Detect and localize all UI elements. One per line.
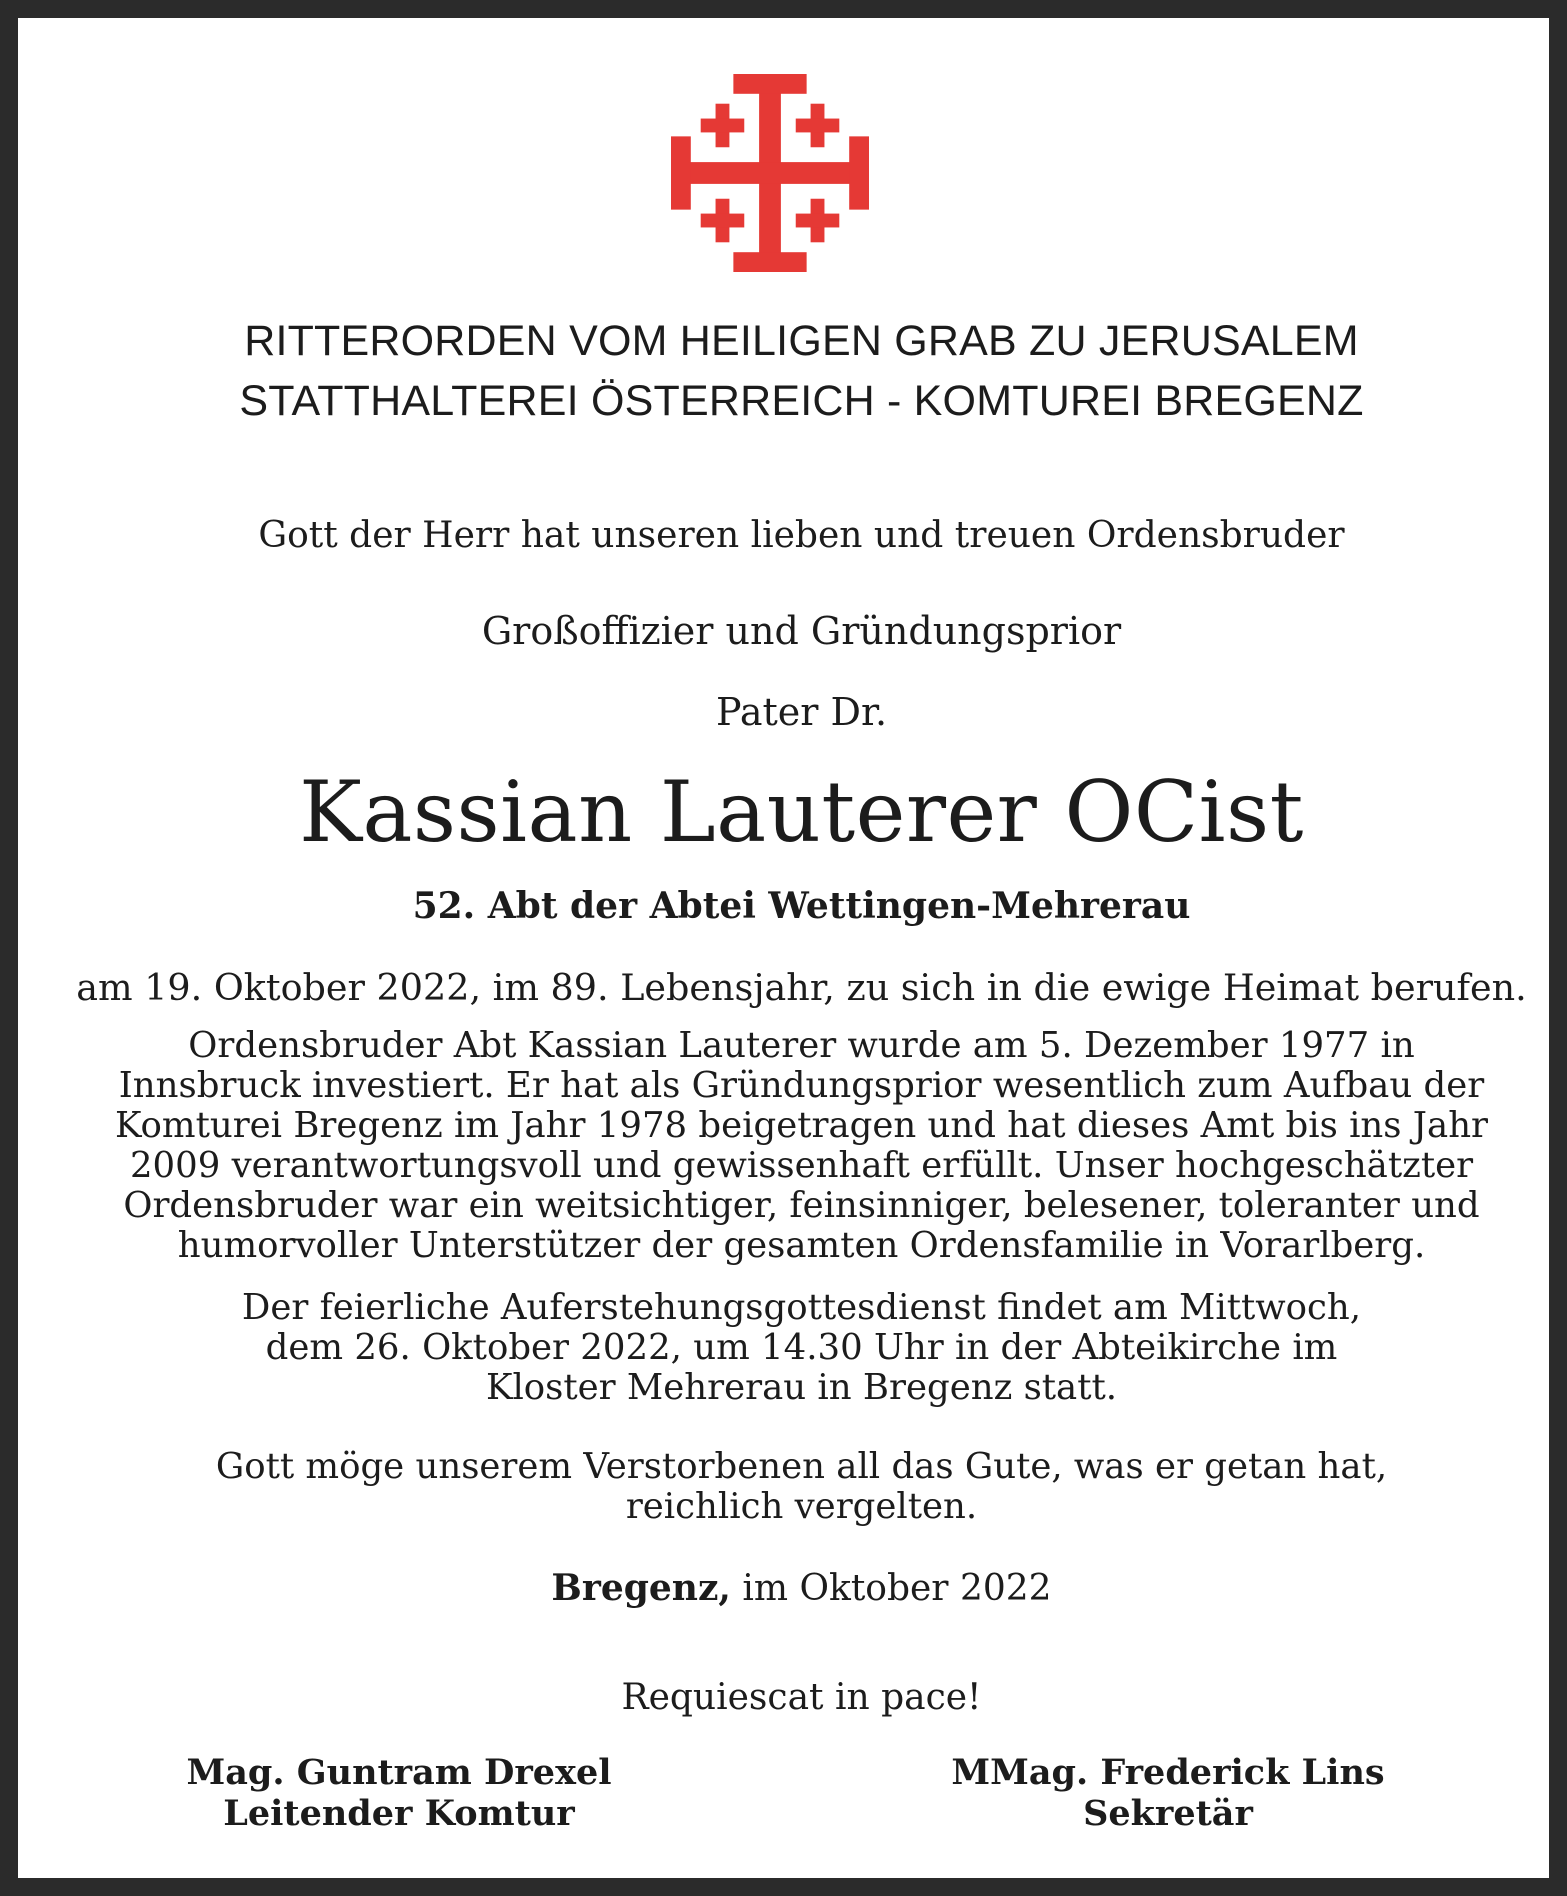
- service-paragraph: [18, 1288, 1567, 1408]
- biography-line: Komturei Bregenz im Jahr 1978 beigetragen und hat dieses Amt bis ins Jahr: [114, 1105, 1489, 1146]
- place-name: Bregenz,: [551, 1567, 731, 1609]
- biography-line: humorvoller Unterstützer der gesamten Ordensfamilie in Vorarlberg.: [177, 1225, 1426, 1266]
- order-name: RITTERORDEN VOM HEILIGEN GRAB ZU JERUSALEM: [244, 317, 1359, 365]
- death-line: am 19. Oktober 2022, im 89. Lebensjahr, zu sich in die ewige Heimat berufen.: [76, 966, 1527, 1009]
- signature-left: [99, 1752, 699, 1834]
- blessing-line: Gott möge unserem Verstorbenen all das Gute, was er getan hat,: [215, 1446, 1388, 1487]
- cross-left-bar: [671, 136, 691, 209]
- signatory-role: Sekretär: [1083, 1793, 1253, 1834]
- biography-paragraph: [18, 1026, 1567, 1266]
- service-line: Der feierliche Auferstehungsgottesdienst findet am Mittwoch,: [241, 1287, 1362, 1328]
- service-line: Kloster Mehrerau in Bregenz statt.: [485, 1367, 1118, 1408]
- cross-bottom-bar: [733, 252, 806, 272]
- signatory-role: Leitender Komtur: [223, 1793, 575, 1834]
- biography-line: Ordensbruder Abt Kassian Lauterer wurde am 5. Dezember 1977 in: [188, 1025, 1415, 1066]
- intro-text: Gott der Herr hat unseren lieben und treuen Ordensbruder: [258, 515, 1345, 556]
- title-prefix: Pater Dr.: [715, 690, 888, 734]
- deceased-name: Kassian Lauterer OCist: [299, 763, 1304, 861]
- service-line: dem 26. Oktober 2022, um 14.30 Uhr in der Abteikirche im: [265, 1327, 1338, 1368]
- signature-right: [868, 1752, 1468, 1834]
- blessing-line: reichlich vergelten.: [625, 1486, 978, 1527]
- small-cross-3-horizontal: [701, 214, 745, 228]
- cross-horizontal-arm: [671, 162, 869, 184]
- cross-right-bar: [849, 136, 869, 209]
- biography-line: Innsbruck investiert. Er hat als Gründungsprior wesentlich zum Aufbau der: [118, 1065, 1485, 1106]
- closing-text: Requiescat in pace!: [621, 1677, 982, 1718]
- small-cross-2-horizontal: [796, 119, 840, 133]
- order-branch: STATTHALTEREI ÖSTERREICH - KOMTUREI BREGENZ: [239, 377, 1364, 425]
- place-date: [18, 1567, 1567, 1609]
- signatory-name: MMag. Frederick Lins: [951, 1752, 1385, 1793]
- biography-line: Ordensbruder war ein weitsichtiger, feinsinniger, belesener, toleranter und: [123, 1185, 1480, 1226]
- small-cross-1-horizontal: [701, 119, 745, 133]
- abbot-subtitle: 52. Abt der Abtei Wettingen-Mehrerau: [412, 885, 1191, 927]
- rank-text: Großoffizier und Gründungsprior: [481, 609, 1122, 653]
- date-text: im Oktober 2022: [730, 1568, 1052, 1609]
- cross-top-bar: [733, 74, 806, 94]
- biography-line: 2009 verantwortungsvoll und gewissenhaft erfüllt. Unser hochgeschätzter: [129, 1145, 1474, 1186]
- small-cross-4-horizontal: [796, 214, 840, 228]
- blessing-paragraph: [18, 1447, 1567, 1527]
- jerusalem-cross-icon: [671, 74, 869, 272]
- signatory-name: Mag. Guntram Drexel: [186, 1752, 612, 1793]
